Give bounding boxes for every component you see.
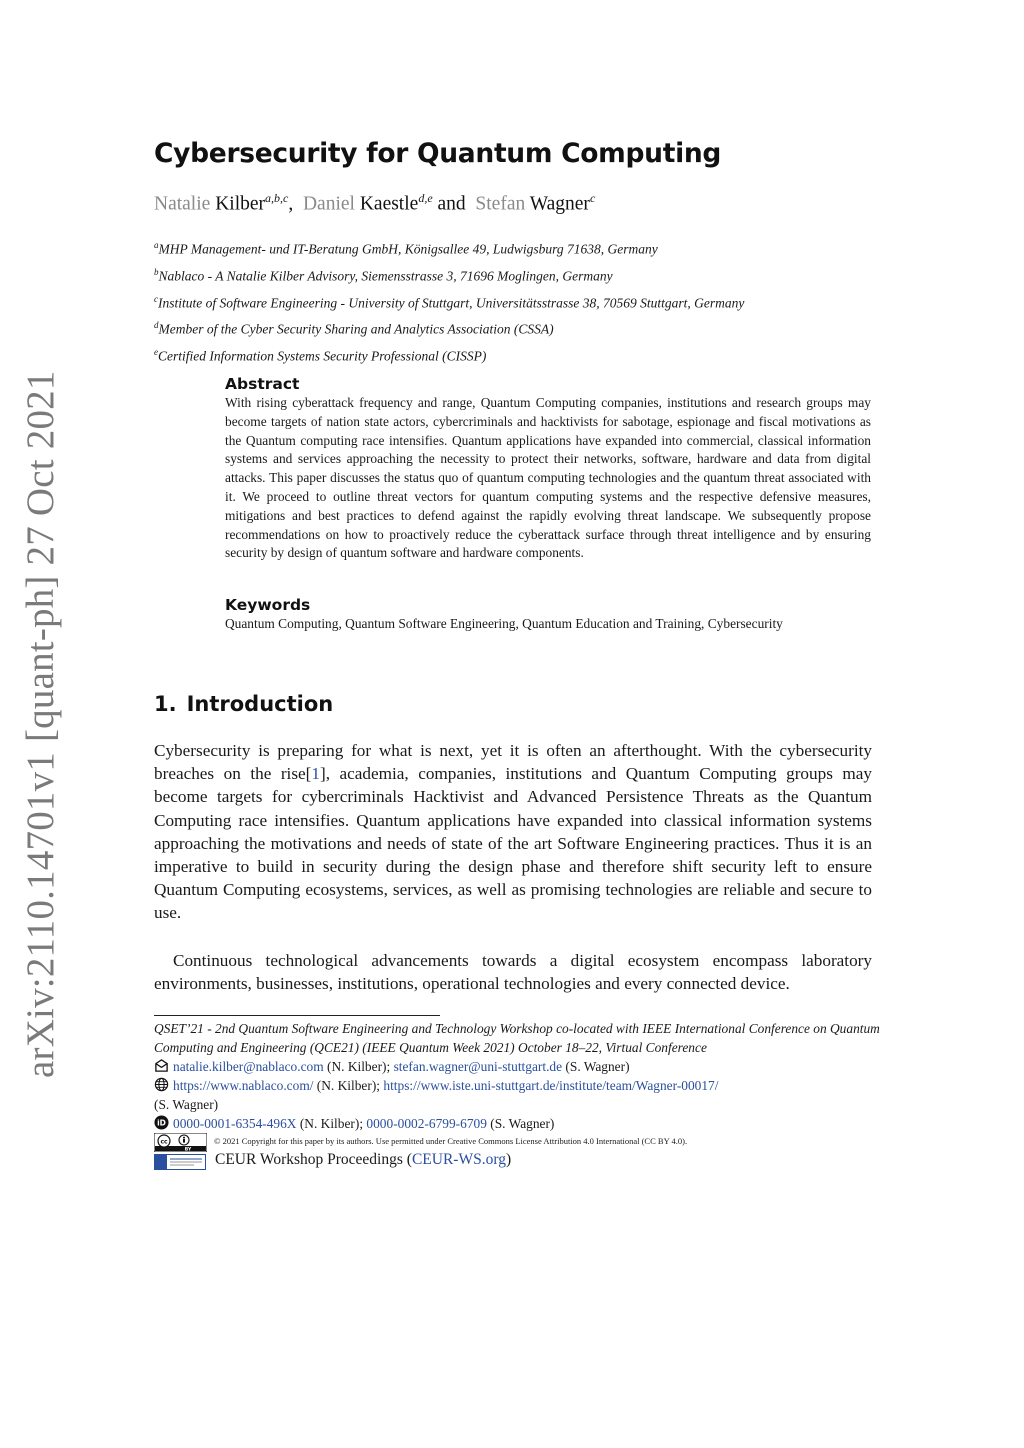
- svg-text:cc: cc: [160, 1138, 168, 1146]
- keywords-heading: Keywords: [225, 596, 311, 614]
- email-line: [154, 1057, 884, 1076]
- body-paragraph: Continuous technological advancements towards a digital ecosystem encompass laboratory environments, businesses, institutions, operational technologies and every connected device.: [154, 951, 872, 994]
- affiliation: [154, 341, 874, 368]
- ceur-link[interactable]: CEUR-WS.org: [411, 1151, 506, 1168]
- affiliation: [154, 314, 874, 341]
- affiliation-text: MHP Management- und IT-Beratung GmbH, Königsallee 49, Ludwigsburg 71638, Germany: [158, 241, 658, 257]
- footnote-rule: [154, 1015, 440, 1016]
- keywords-block: [225, 595, 885, 634]
- affiliation-text: Nablaco - A Natalie Kilber Advisory, Siemensstrasse 3, 71696 Moglingen, Germany: [158, 268, 613, 284]
- author-given-name: Daniel: [302, 193, 355, 215]
- affiliation-list: [154, 234, 874, 368]
- license-line: [154, 1133, 854, 1153]
- paper-title: Cybersecurity for Quantum Computing: [154, 138, 722, 169]
- email-link[interactable]: stefan.wagner@uni-stuttgart.de: [393, 1059, 563, 1074]
- orcid-link[interactable]: 0000-0002-6799-6709: [366, 1116, 487, 1131]
- arxiv-stamp: arXiv:2110.14701v1 [quant-ph] 27 Oct 2021: [19, 370, 62, 1078]
- author-affil-marker: a,b,c: [265, 191, 289, 205]
- author-list: [154, 191, 595, 216]
- section-heading: [154, 692, 333, 716]
- email-owner: (S. Wagner): [562, 1059, 630, 1074]
- license-text: © 2021 Copyright for this paper by its authors. Use permitted under Creative Commons License Attribution 4.0 International (CC BY 4.0).: [214, 1136, 688, 1146]
- author-separator: ,: [288, 193, 294, 215]
- affiliation: [154, 288, 874, 315]
- website-link[interactable]: https://www.nablaco.com/: [173, 1078, 314, 1093]
- keywords-text: Quantum Computing, Quantum Software Engineering, Quantum Education and Training, Cybersecurity: [225, 616, 783, 631]
- affiliation-label: a: [154, 240, 159, 250]
- website-link[interactable]: https://www.iste.uni-stuttgart.de/institute/team/Wagner-00017/: [383, 1078, 719, 1093]
- author-separator: and: [437, 193, 466, 215]
- body-paragraph: [154, 739, 872, 925]
- affiliation-text: Member of the Cyber Security Sharing and Analytics Association (CSSA): [158, 321, 554, 337]
- author-family-name: Kilber: [215, 193, 266, 215]
- author-affil-marker: d,e: [418, 191, 433, 205]
- affiliation-text: Certified Information Systems Security Professional (CISSP): [158, 348, 487, 364]
- proceedings-label: CEUR Workshop Proceedings (: [215, 1151, 412, 1168]
- website-owner: (N. Kilber);: [313, 1078, 384, 1093]
- email-owner: (N. Kilber);: [323, 1059, 394, 1074]
- affiliation-label: c: [154, 293, 158, 304]
- affiliation-label: d: [154, 320, 159, 331]
- paragraph-text: ], academia, companies, institutions and Quantum Computing groups may become targets for cybercriminals Hacktivist and Advanced Persistence Threats as the Quantum Computing race intensifies. Quantum applications have expanded into classical information systems approaching the motivations and needs of state of the art Software Engineering practices. Thus it is an imperative to build in security during the design phase and therefore shift security left to ensure Quantum Computing ecosystems, services, as well as promising technologies are reliable and secure to use.: [154, 764, 872, 923]
- globe-icon: [154, 1077, 169, 1092]
- author-affil-marker: c: [589, 191, 596, 205]
- cc-badge-text: BY: [184, 1147, 192, 1152]
- section-number: 1.: [154, 692, 177, 716]
- svg-text:iD: iD: [157, 1118, 166, 1128]
- website-owner: (S. Wagner): [154, 1097, 219, 1112]
- affiliation: [154, 234, 874, 261]
- section-title: Introduction: [186, 692, 334, 716]
- author-family-name: Kaestle: [359, 193, 419, 215]
- email-link[interactable]: natalie.kilber@nablaco.com: [173, 1059, 324, 1074]
- ceur-logo-icon: [154, 1154, 206, 1170]
- orcid-line: [154, 1114, 884, 1133]
- abstract-block: [225, 374, 871, 563]
- author-family-name: Wagner: [529, 193, 590, 215]
- proceedings-close: ): [505, 1151, 512, 1168]
- website-line: [154, 1076, 884, 1114]
- abstract-text: With rising cyberattack frequency and range, Quantum Computing companies, institutions and research groups may become targets of nation state actors, cybercriminals and hacktivists for sabotage, espionage and fiscal motivations as the Quantum computing race intensifies. Quantum applications have expanded into commercial, classical information systems and services approaching the necessity to protect their networks, software, hardware and data from digital attacks. This paper discusses the status quo of quantum computing technologies and the quantum threat associated with it. We proceed to outline threat vectors for quantum computing systems and the respective defensive measures, mitigations and best practices to defend against the rapidly evolving threat landscape. We subsequently propose recommendations on how to proactively reduce the cyberattack surface through threat intelligence and by ensuring security by design of quantum software and hardware components.: [225, 395, 871, 561]
- author-given-name: Stefan: [475, 193, 526, 215]
- orcid-owner: (N. Kilber);: [296, 1116, 367, 1131]
- paragraph-text: Cybersecurity is preparing for what is next, yet it is often an afterthought. With the cybersecurity breaches on the rise[: [154, 741, 872, 784]
- envelope-icon: [154, 1058, 169, 1073]
- orcid-link[interactable]: 0000-0001-6354-496X: [173, 1116, 297, 1131]
- conference-note: QSET’21 - 2nd Quantum Software Engineering and Technology Workshop co-located with IEEE International Conference on Quantum Computing and Engineering (QCE21) (IEEE Quantum Week 2021) October 18–22, Virtual Conference: [154, 1021, 880, 1055]
- orcid-icon: [154, 1115, 169, 1130]
- author-given-name: Natalie: [154, 193, 211, 215]
- citation-link[interactable]: 1: [311, 764, 320, 784]
- proceedings-text: [215, 1151, 511, 1169]
- abstract-heading: Abstract: [225, 375, 300, 393]
- affiliation-label: b: [154, 266, 159, 277]
- cc-by-badge-icon: [154, 1133, 207, 1152]
- affiliation-label: e: [154, 347, 158, 358]
- affiliation: [154, 261, 874, 288]
- orcid-owner: (S. Wagner): [486, 1116, 555, 1131]
- affiliation-text: Institute of Software Engineering - University of Stuttgart, Universitätsstrasse 38, 70569 Stuttgart, Germany: [158, 295, 745, 311]
- proceedings-line: [154, 1151, 854, 1173]
